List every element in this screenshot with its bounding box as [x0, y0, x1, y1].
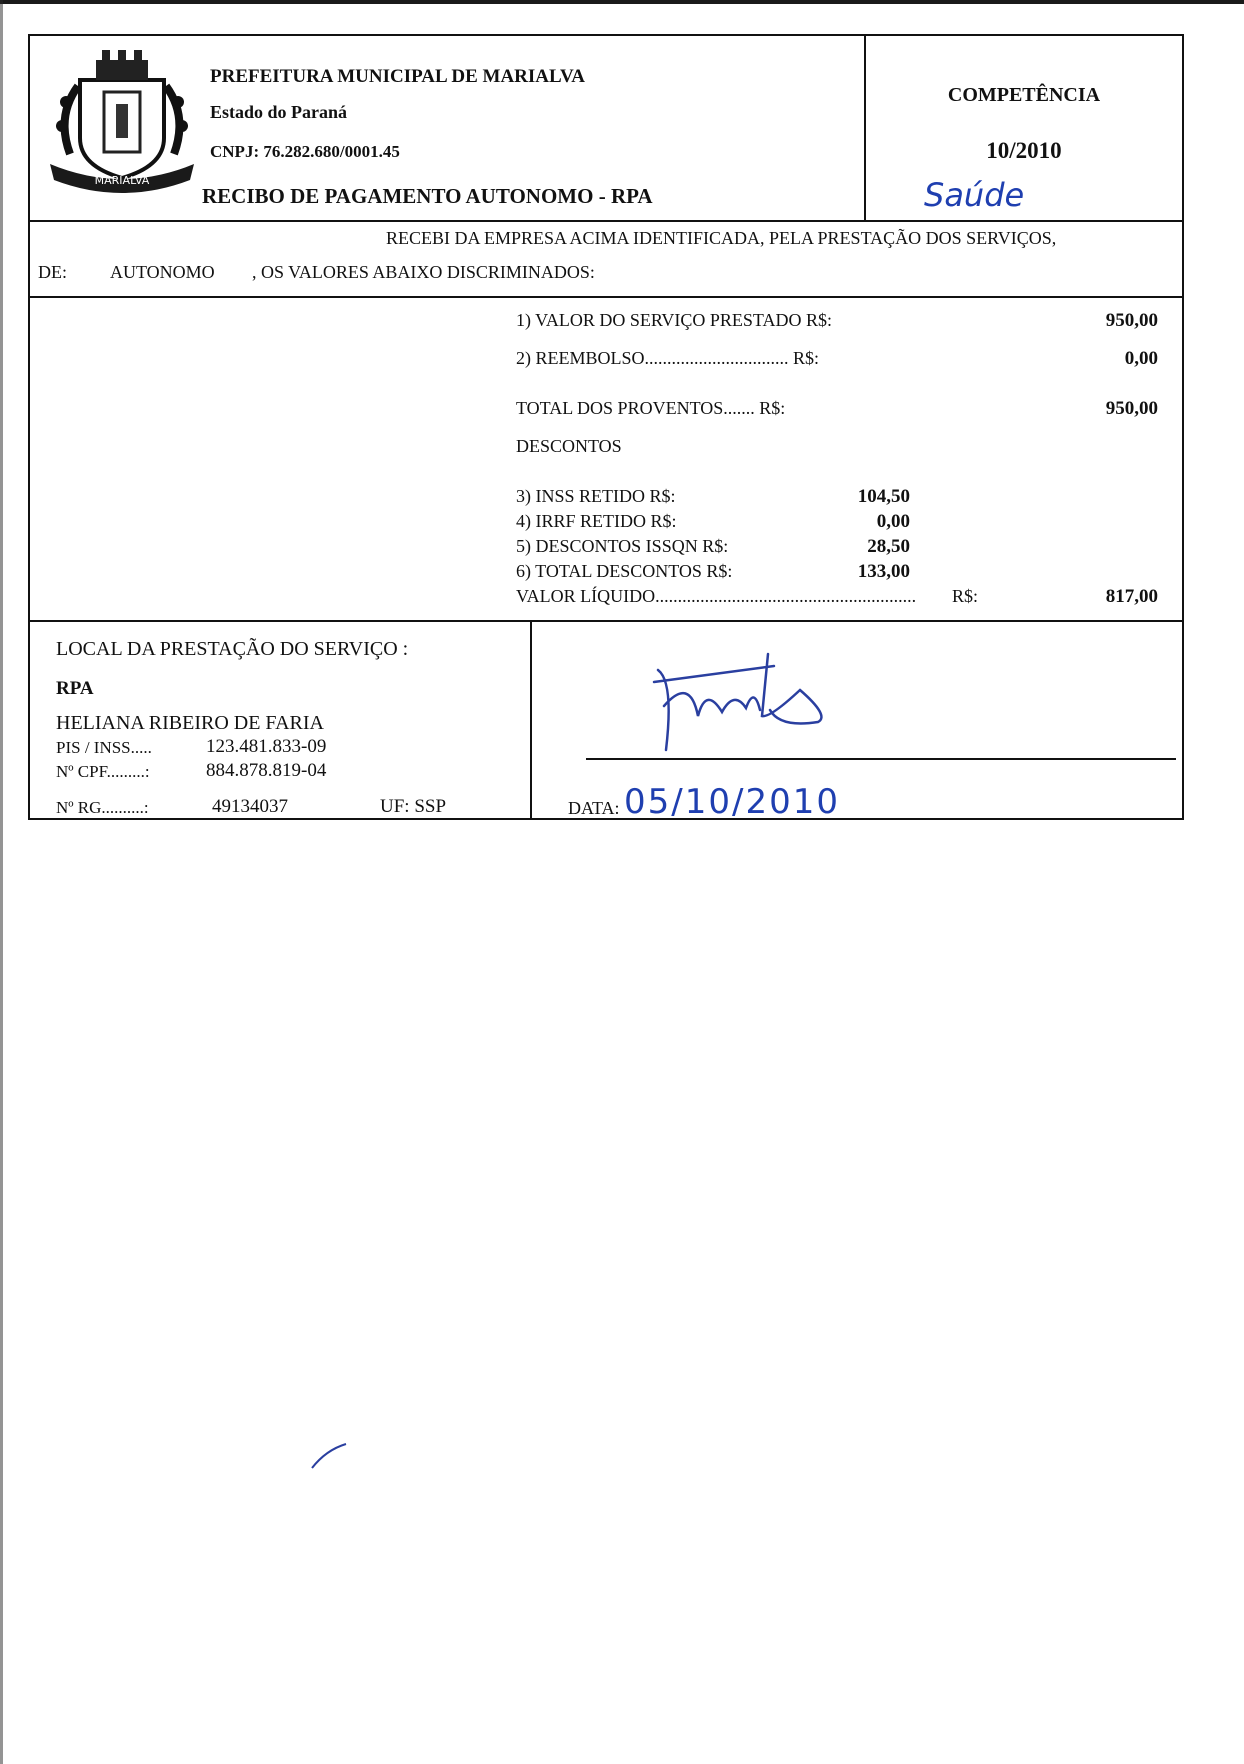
reembolso-label: 2) REEMBOLSO................................ R$:: [516, 348, 820, 368]
document-title: RECIBO DE PAGAMENTO AUTONOMO - RPA: [202, 184, 653, 208]
date-value: 05/10/2010: [624, 782, 840, 822]
header-divider: [864, 36, 866, 220]
servico-value: 950,00: [1105, 310, 1158, 331]
receipt-statement-line2: , OS VALORES ABAIXO DISCRIMINADOS:: [252, 262, 595, 282]
header-bottom-rule: [30, 220, 1182, 222]
svg-text:MARIALVA: MARIALVA: [94, 174, 150, 187]
liquido-label: VALOR LÍQUIDO..........................................................: [516, 586, 917, 606]
rg-label: Nº RG..........:: [56, 798, 149, 817]
receipt-statement-line1: RECEBI DA EMPRESA ACIMA IDENTIFICADA, PELA PRESTAÇÃO DOS SERVIÇOS,: [386, 228, 1057, 248]
municipal-crest-icon: [42, 46, 202, 196]
competencia-label: COMPETÊNCIA: [947, 84, 1101, 106]
values-bottom-rule: [30, 620, 1182, 622]
provider-name: HELIANA RIBEIRO DE FARIA: [56, 712, 324, 734]
signature-line: [586, 758, 1176, 760]
cpf-label: Nº CPF.........:: [56, 762, 150, 781]
descontos-heading: DESCONTOS: [516, 436, 622, 456]
irrf-label: 4) IRRF RETIDO R$:: [516, 511, 677, 531]
cpf-value: 884.878.819-04: [206, 760, 327, 781]
issqn-label: 5) DESCONTOS ISSQN R$:: [516, 536, 729, 556]
competencia-value: 10/2010: [986, 138, 1062, 163]
pen-stroke-mark: [310, 1440, 350, 1470]
de-value: AUTONOMO: [110, 262, 215, 282]
cnpj: CNPJ: 76.282.680/0001.45: [210, 142, 400, 161]
servico-label: 1) VALOR DO SERVIÇO PRESTADO R$:: [516, 310, 832, 330]
reembolso-value: 0,00: [1124, 348, 1158, 369]
state-name: Estado do Paraná: [210, 102, 348, 122]
scan-left-edge: [0, 0, 3, 1764]
total-descontos-value: 133,00: [857, 561, 910, 582]
liquido-currency: R$:: [952, 586, 979, 606]
liquido-value: 817,00: [1105, 586, 1158, 607]
handwritten-department: Saúde: [924, 176, 1025, 214]
total-proventos-value: 950,00: [1105, 398, 1158, 419]
local-label: LOCAL DA PRESTAÇÃO DO SERVIÇO :: [56, 638, 409, 660]
rpa-form: [28, 34, 1184, 820]
uf-label: UF: SSP: [380, 796, 447, 817]
date-label: DATA:: [568, 798, 620, 818]
issqn-value: 28,50: [867, 536, 910, 557]
footer-divider: [530, 620, 532, 820]
irrf-value: 0,00: [876, 511, 910, 532]
signature-icon: [650, 646, 910, 756]
total-proventos-label: TOTAL DOS PROVENTOS....... R$:: [516, 398, 786, 418]
pis-value: 123.481.833-09: [206, 736, 327, 757]
de-label: DE:: [38, 262, 67, 282]
rg-value: 49134037: [212, 796, 288, 817]
scan-top-edge: [0, 0, 1244, 4]
total-descontos-label: 6) TOTAL DESCONTOS R$:: [516, 561, 733, 581]
pis-label: PIS / INSS.....: [56, 738, 152, 757]
local-value: RPA: [56, 678, 94, 699]
statement-bottom-rule: [30, 296, 1182, 298]
prefeitura-name: PREFEITURA MUNICIPAL DE MARIALVA: [210, 66, 585, 87]
inss-label: 3) INSS RETIDO R$:: [516, 486, 676, 506]
inss-value: 104,50: [857, 486, 910, 507]
